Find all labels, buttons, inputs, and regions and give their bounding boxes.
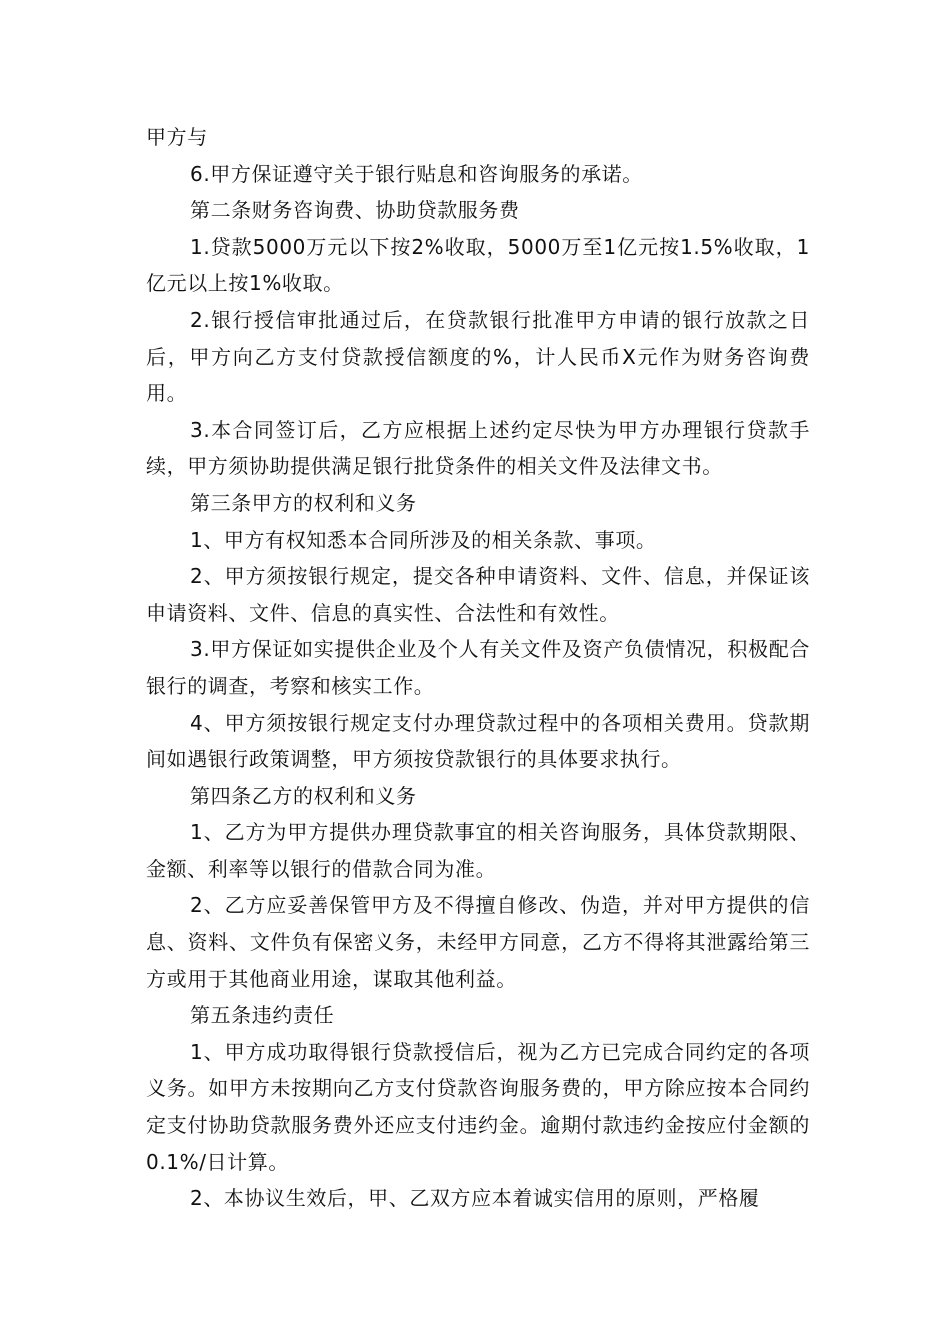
paragraph: 3.甲方保证如实提供企业及个人有关文件及资产负债情况，积极配合银行的调查，考察和核实工作。	[146, 637, 810, 698]
section-heading: 第五条违约责任	[190, 1003, 335, 1028]
paragraph: 3.本合同签订后，乙方应根据上述约定尽快为甲方办理银行贷款手续，甲方须协助提供满足银行批贷条件的相关文件及法律文书。	[146, 417, 810, 479]
paragraph: 1、乙方为甲方提供办理贷款事宜的相关咨询服务，具体贷款期限、金额、利率等以银行的借款合同为准。	[146, 820, 810, 881]
paragraph: 2、甲方须按银行规定，提交各种申请资料、文件、信息，并保证该申请资料、文件、信息的真实性、合法性和有效性。	[146, 564, 810, 625]
paragraph: 1、甲方有权知悉本合同所涉及的相关条款、事项。	[190, 527, 657, 552]
paragraph: 1、甲方成功取得银行贷款授信后，视为乙方已完成合同约定的各项义务。如甲方未按期向乙方支付贷款咨询服务费的，甲方除应按本合同约定支付协助贷款服务费外还应支付违约金。逾期付款违约金按应付金额的0.1%/日计算。	[146, 1039, 810, 1174]
section-heading: 第二条财务咨询费、协助贷款服务费	[190, 198, 520, 223]
section-heading: 第三条甲方的权利和义务	[190, 490, 417, 515]
paragraph: 1.贷款5000万元以下按2%收取，5000万至1亿元按1.5%收取，1亿元以上按1%收取。	[146, 234, 810, 296]
paragraph: 4、甲方须按银行规定支付办理贷款过程中的各项相关费用。贷款期间如遇银行政策调整，甲方须按贷款银行的具体要求执行。	[146, 710, 810, 772]
paragraph: 2、本协议生效后，甲、乙双方应本着诚实信用的原则，严格履	[190, 1186, 760, 1211]
document-body	[146, 119, 810, 1217]
paragraph: 甲方与	[146, 125, 208, 149]
paragraph: 6.甲方保证遵守关于银行贴息和咨询服务的承诺。	[190, 161, 643, 186]
paragraph: 2.银行授信审批通过后，在贷款银行批准甲方申请的银行放款之日后，甲方向乙方支付贷款授信额度的%，计人民币X元作为财务咨询费用。	[146, 307, 810, 406]
section-heading: 第四条乙方的权利和义务	[190, 783, 417, 808]
paragraph: 2、乙方应妥善保管甲方及不得擅自修改、伪造，并对甲方提供的信息、资料、文件负有保密义务，未经甲方同意，乙方不得将其泄露给第三方或用于其他商业用途，谋取其他利益。	[146, 893, 810, 991]
